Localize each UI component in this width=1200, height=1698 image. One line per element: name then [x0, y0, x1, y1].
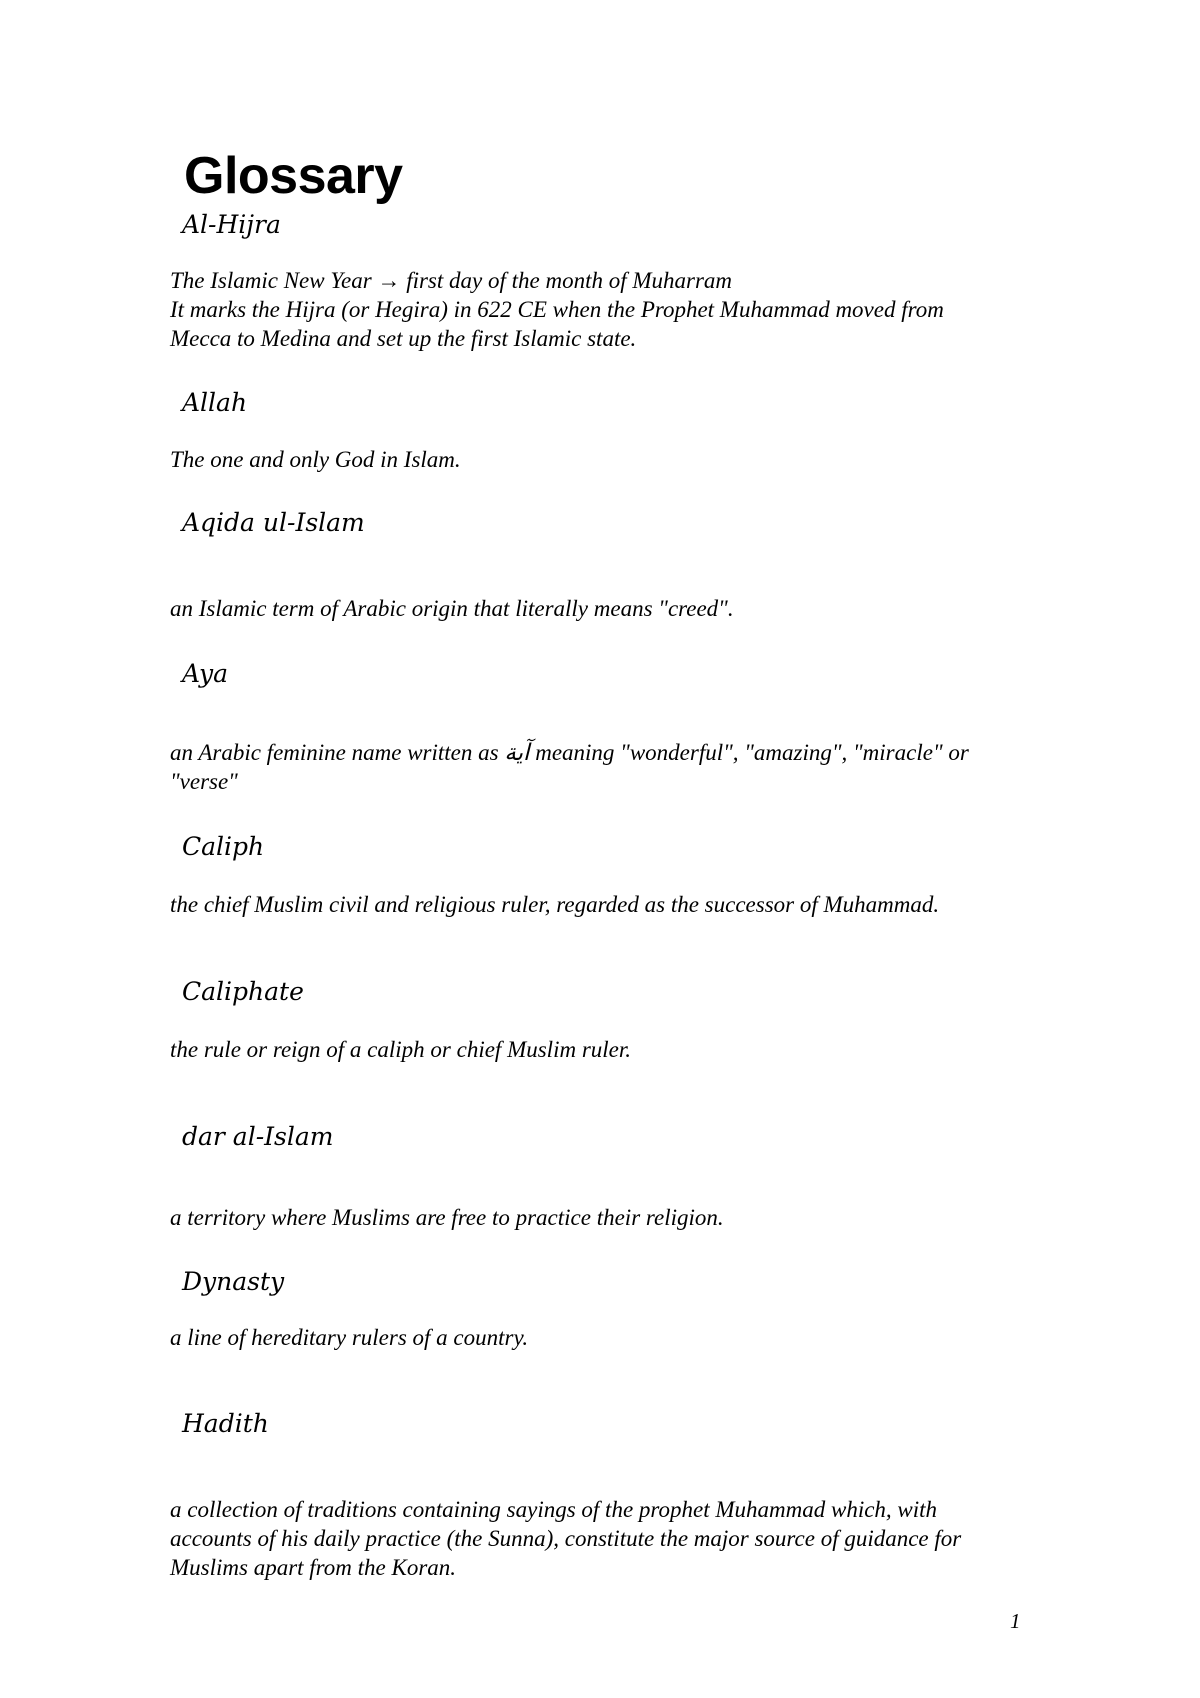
glossary-term-caliph: Caliph — [182, 832, 265, 861]
glossary-definition-dynasty — [170, 1323, 1050, 1352]
glossary-term-allah: Allah — [182, 388, 248, 417]
definition-line: a territory where Muslims are free to practice their religion. — [170, 1205, 724, 1230]
definition-line: The one and only God in Islam. — [170, 447, 461, 472]
glossary-definition-aqida-ul-islam — [170, 594, 1050, 623]
page-title: Glossary — [184, 147, 403, 205]
glossary-definition-aya — [170, 738, 1050, 796]
definition-line: the chief Muslim civil and religious ruler, regarded as the successor of Muhammad. — [170, 892, 940, 917]
glossary-term-caliphate: Caliphate — [182, 977, 304, 1006]
definition-line: an Arabic feminine name written as آية meaning "wonderful", "amazing", "miracle" or — [170, 740, 969, 765]
definition-line: an Islamic term of Arabic origin that literally means "creed". — [170, 596, 734, 621]
glossary-definition-al-hijra — [170, 266, 1050, 353]
glossary-definition-caliph — [170, 890, 1050, 919]
definition-line: Muslims apart from the Koran. — [170, 1555, 457, 1580]
definition-line: It marks the Hijra (or Hegira) in 622 CE when the Prophet Muhammad moved from — [170, 297, 944, 322]
page-number: 1 — [1010, 1609, 1021, 1633]
glossary-term-dar-al-islam: dar al-Islam — [182, 1122, 334, 1151]
definition-line: a line of hereditary rulers of a country. — [170, 1325, 529, 1350]
glossary-definition-allah — [170, 445, 1050, 474]
glossary-term-aqida-ul-islam: Aqida ul-Islam — [182, 508, 365, 537]
glossary-term-hadith: Hadith — [182, 1409, 269, 1438]
glossary-definition-dar-al-islam — [170, 1203, 1050, 1232]
definition-line: the rule or reign of a caliph or chief Muslim ruler. — [170, 1037, 632, 1062]
definition-line: "verse" — [170, 769, 238, 794]
definition-line: a collection of traditions containing sayings of the prophet Muhammad which, with — [170, 1497, 938, 1522]
definition-line: Mecca to Medina and set up the first Islamic state. — [170, 326, 637, 351]
glossary-term-al-hijra: Al-Hijra — [182, 210, 281, 239]
definition-line: accounts of his daily practice (the Sunna), constitute the major source of guidance for — [170, 1526, 962, 1551]
glossary-definition-hadith — [170, 1495, 1050, 1582]
definition-line: The Islamic New Year → first day of the month of Muharram — [170, 268, 733, 293]
glossary-definition-caliphate — [170, 1035, 1050, 1064]
glossary-term-dynasty: Dynasty — [182, 1267, 285, 1296]
glossary-term-aya: Aya — [182, 659, 229, 688]
